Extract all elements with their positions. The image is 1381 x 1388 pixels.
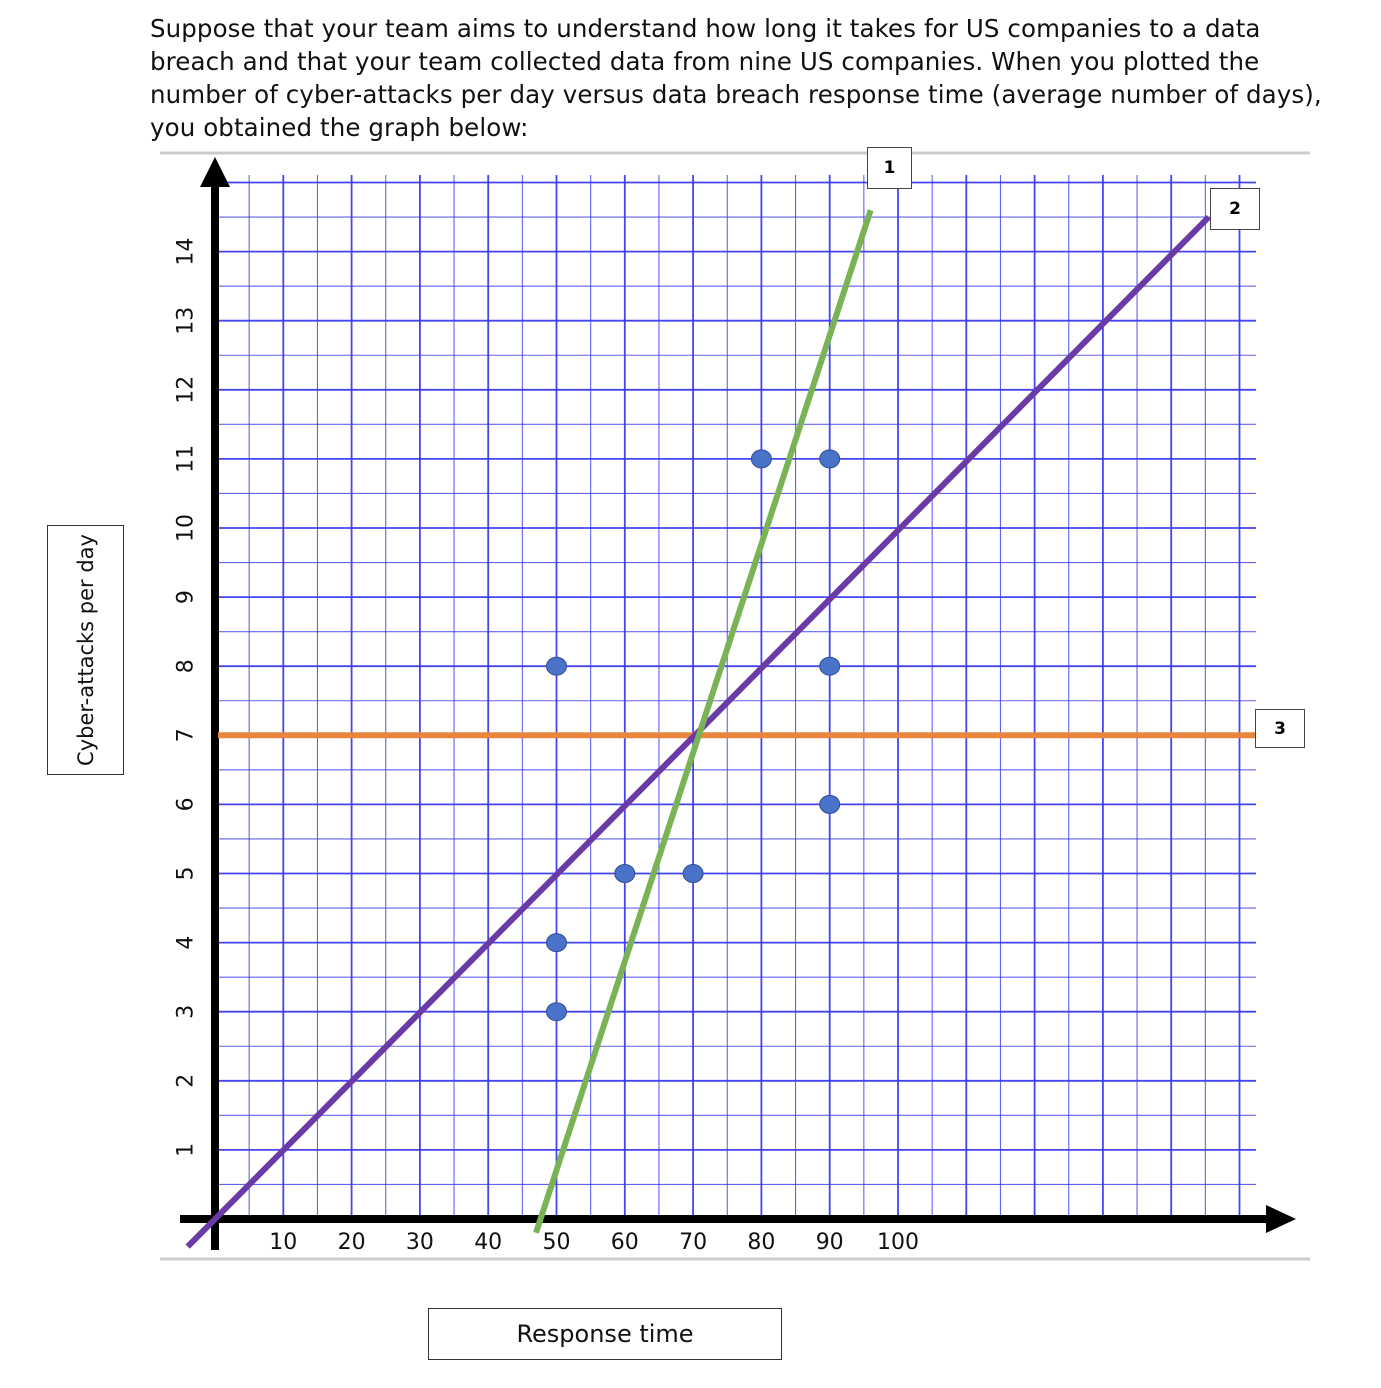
- x-tick-label: 80: [747, 1230, 776, 1255]
- x-tick-label: 10: [269, 1230, 298, 1255]
- question-text: Suppose that your team aims to understand how long it takes for US companies to a data breach and that your team collected data from nine US companies. When you plotted the number of cyber-attacks per day versus data breach response time (average number of days), you obtained the graph below:: [150, 14, 1322, 142]
- y-tick-label: 13: [173, 306, 199, 335]
- y-tick-label: 2: [173, 1073, 199, 1088]
- y-axis-arrow: [200, 157, 230, 187]
- data-point: [683, 865, 703, 883]
- data-point: [820, 657, 840, 675]
- y-tick-label: 5: [173, 866, 199, 881]
- data-point: [820, 795, 840, 813]
- x-tick-label: 60: [610, 1230, 639, 1255]
- y-axis-label-box: [47, 525, 124, 775]
- y-tick-label: 14: [173, 237, 199, 266]
- line-3-tag: 3: [1255, 709, 1305, 748]
- data-point: [547, 934, 567, 952]
- x-tick-label: 100: [877, 1230, 919, 1255]
- x-axis-arrow: [1266, 1205, 1296, 1233]
- y-tick-label: 6: [173, 797, 199, 812]
- y-tick-label: 9: [173, 590, 199, 605]
- y-tick-label: 4: [173, 935, 199, 950]
- x-axis-label: Response time: [516, 1320, 694, 1348]
- data-point: [547, 1003, 567, 1021]
- y-tick-label: 8: [173, 659, 199, 674]
- data-point: [615, 865, 635, 883]
- x-tick-label: 30: [405, 1230, 434, 1255]
- x-tick-label: 90: [815, 1230, 844, 1255]
- x-axis-label-box: [428, 1308, 782, 1360]
- data-point: [820, 450, 840, 468]
- trend-line-1: [536, 210, 871, 1233]
- x-tick-label: 70: [679, 1230, 708, 1255]
- y-tick-label: 11: [173, 444, 199, 473]
- x-tick-label: 40: [474, 1230, 503, 1255]
- line-1-tag: 1: [867, 147, 912, 189]
- line-2-tag: 2: [1210, 188, 1260, 230]
- y-tick-label: 12: [173, 375, 199, 404]
- y-tick-label: 10: [173, 514, 199, 542]
- x-tick-label: 50: [542, 1230, 571, 1255]
- y-axis-label: Cyber-attacks per day: [73, 534, 98, 766]
- data-point: [751, 450, 771, 468]
- y-tick-label: 3: [173, 1004, 199, 1019]
- x-tick-label: 20: [337, 1230, 366, 1255]
- data-point: [547, 657, 567, 675]
- y-tick-label: 7: [173, 728, 199, 743]
- y-tick-label: 1: [173, 1142, 199, 1157]
